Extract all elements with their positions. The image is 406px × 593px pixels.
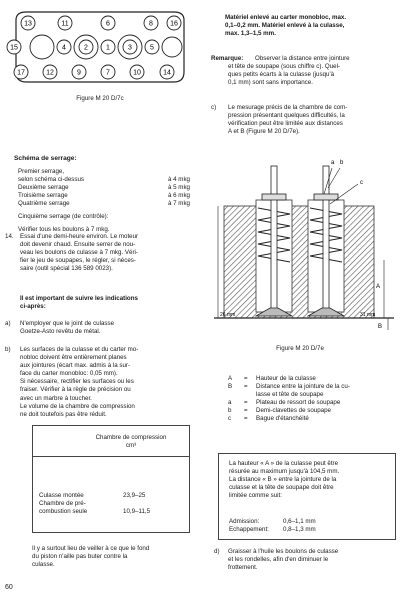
seq-label: Troisième serrage	[18, 192, 68, 200]
bolt-8	[144, 16, 158, 30]
bolt-number: 5	[150, 44, 154, 52]
line: résurée au maximum jusqu'à 104,5 mm.	[229, 468, 340, 476]
line: N'employer que le joint de culasse	[20, 320, 115, 327]
item-b-label: b)	[5, 346, 11, 353]
legend-text: lasse et tête de soupape	[256, 391, 324, 399]
bolt-number: 9	[77, 69, 81, 77]
legend-key: b	[228, 407, 232, 415]
cell: Culasse montée	[39, 492, 84, 499]
line: vérification peut être limitée aux distances	[228, 120, 343, 128]
bolt-1	[101, 40, 115, 54]
bolt-15	[7, 40, 21, 54]
line: veau les boulons de culasse à 7 mkg. Véri-	[20, 249, 138, 257]
bolt-number: 17	[17, 69, 25, 77]
label-A: A	[376, 284, 381, 290]
line: frottement.	[228, 564, 258, 572]
line: Si nécessaire, rectifier les surfaces ou les	[20, 378, 134, 386]
legend-text: Hauteur de la culasse	[256, 375, 316, 382]
legend-eq: =	[244, 415, 248, 423]
legend-text: Demi-clavettes de soupape	[256, 407, 331, 415]
line: limitée comme suit:	[229, 492, 282, 500]
line: 0,1 mm) sont sans importance.	[228, 79, 313, 87]
cell: Chambre de pré-	[39, 500, 86, 508]
legend-eq: =	[244, 407, 248, 415]
bolt-3	[123, 40, 137, 54]
dim-right: 31 mm	[360, 312, 376, 318]
line: nobloc doivent être entièrement planes	[20, 354, 127, 362]
diagram-legend	[228, 375, 398, 424]
item-c-label: c)	[211, 104, 217, 111]
table-row	[39, 492, 185, 500]
bolt-13	[21, 16, 35, 30]
schema-title: Schéma de serrage:	[14, 155, 77, 162]
label-B: B	[378, 324, 383, 330]
label-b: b	[340, 160, 344, 166]
echappement-value: 0,8–1,3 mm	[283, 526, 316, 533]
legend-text: Plateau de ressort de soupape	[256, 399, 341, 407]
cell: 10,9–11,5	[123, 508, 151, 516]
seq-label: Quatrième serrage	[18, 200, 70, 208]
legend-text: Bague d'étanchéité	[256, 415, 309, 423]
important-heading	[20, 295, 138, 311]
legend-key: A	[228, 375, 233, 382]
bolt-number: 7	[106, 69, 110, 77]
line: et tête de soupape (sous chiffre c). Quel-	[228, 63, 341, 70]
bolt-tightening-diagram	[4, 8, 190, 88]
limits-box	[218, 453, 396, 540]
line: Chambre de compression	[95, 434, 167, 441]
legend-eq: =	[244, 399, 248, 407]
item-b-text	[20, 346, 138, 419]
seq-value: à 7 mkg	[167, 200, 190, 208]
dim-left: 26 mm	[220, 312, 236, 318]
bolt-16	[167, 16, 181, 30]
line: et les rondelles, afin d'en diminuer le	[228, 556, 329, 564]
bolt-6	[101, 16, 115, 30]
remarque-first-line	[255, 55, 350, 63]
compression-table	[32, 425, 190, 533]
legend-key: B	[228, 383, 233, 391]
line: Il est important de suivre les indications	[20, 295, 138, 302]
line: 0,1–0,2 mm. Matériel enlevé à la culasse,	[225, 22, 345, 30]
line: Les surfaces de la culasse et du carter mo-	[20, 346, 139, 353]
bolt-12	[43, 65, 57, 79]
remarque-label: Remarque:	[211, 55, 244, 62]
item-a-text	[20, 320, 114, 336]
line: face du carter monobloc: 0,05 mm).	[20, 370, 118, 378]
line: ci-après:	[20, 303, 46, 311]
bolt-number: 13	[24, 20, 32, 28]
line: saire (outil spécial 136 589 0023).	[20, 265, 113, 273]
line: La hauteur « A » de la culasse peut être	[229, 460, 339, 467]
legend-key: a	[228, 399, 232, 407]
seq-value: à 6 mkg	[167, 192, 190, 200]
line: doit devenir chaud. Ensuite serrer de nou-	[20, 241, 136, 249]
line: Essai d'une demi-heure environ. Le moteur	[20, 233, 139, 240]
item-c-text	[228, 104, 347, 136]
line: Il y a surtout lieu de veiller à ce que le fond	[32, 545, 150, 552]
limits-text	[229, 460, 339, 500]
bolt-number: 4	[62, 44, 66, 52]
line: ne doit toutefois pas être réduit.	[20, 410, 107, 418]
line: culasse.	[32, 561, 55, 569]
bolt-number: 15	[10, 44, 18, 52]
admission-row	[229, 518, 316, 526]
bolt-number: 12	[46, 69, 54, 77]
bolt-10	[130, 65, 144, 79]
cell	[123, 500, 185, 508]
line: cm³	[125, 442, 137, 450]
cell: 23,9–25	[123, 492, 146, 499]
label-c: c	[360, 180, 363, 186]
material-removed	[225, 14, 346, 38]
bottom-note	[32, 545, 149, 569]
step-14-number: 14.	[5, 233, 14, 240]
legend-item	[228, 375, 398, 383]
legend-eq: =	[244, 375, 248, 382]
legend-key: c	[228, 415, 232, 423]
bolt-17	[14, 65, 28, 79]
item-d-text	[228, 548, 338, 572]
line: Observer la distance entre jointure	[255, 55, 350, 62]
bolt-number: 3	[128, 44, 132, 52]
remarque-text	[228, 63, 340, 87]
bolt-7	[101, 65, 115, 79]
bolt-number: 6	[106, 20, 110, 28]
line: Goetze-Asto revêtu de métal.	[20, 328, 101, 336]
bolt-number: 11	[61, 20, 69, 28]
figure-caption-7c: Figure M 20 D/7c	[76, 95, 124, 102]
bolt-9	[72, 65, 86, 79]
verify-text: Vérifier tous les boulons à 7 mkg.	[18, 226, 110, 233]
line: Le mesurage précis de la chambre de com-	[228, 104, 348, 111]
bolt-number: 1	[106, 44, 110, 52]
echappement-row	[229, 526, 316, 534]
line: fier le jeu de soupapes, le régler, si néces-	[20, 257, 136, 265]
line: fraiser. Vérifier à la règle de précision ou	[20, 386, 131, 394]
bolt-2	[79, 40, 93, 54]
page-number: 60	[5, 584, 13, 591]
seq-label: selon schéma ci-dessus	[18, 176, 85, 184]
seq-label: Deuxième serrage	[18, 184, 69, 192]
table-row	[39, 508, 185, 516]
bolt-number: 16	[170, 20, 178, 28]
legend-item	[228, 399, 398, 407]
admission-value: 0,6–1,1 mm	[283, 518, 316, 525]
bolt-number: 8	[149, 20, 153, 28]
line: La distance « B » entre la jointure de la	[229, 476, 337, 484]
line: max. 1,3–1,5 mm.	[225, 30, 276, 38]
legend-item	[228, 415, 398, 423]
seq-value: à 5 mkg	[167, 184, 190, 192]
valve-cross-section-diagram	[212, 148, 396, 338]
bolt-number: 10	[133, 69, 141, 77]
table-row	[39, 500, 185, 508]
bolt-5	[145, 40, 159, 54]
echappement-label: Echappement:	[229, 526, 269, 533]
item-d-label: d)	[214, 548, 220, 555]
line: Graisser à l'huile les boulons de culasse	[228, 548, 339, 555]
bolt-number: 14	[163, 69, 171, 77]
legend-item	[228, 383, 398, 399]
line: Matériel enlevé au carter monobloc, max.	[225, 14, 347, 21]
line: culasse et la tête de soupape doit être	[229, 484, 334, 492]
cell: combustion seule	[39, 508, 88, 516]
line: avec un marbre à toucher.	[20, 394, 92, 402]
table-body	[39, 492, 185, 516]
admission-label: Admission:	[229, 518, 260, 525]
line: A et B (Figure M 20 D/7e).	[228, 128, 300, 136]
bolt-14	[160, 65, 174, 79]
legend-item	[228, 407, 398, 415]
bolt-4	[57, 40, 71, 54]
legend-text: Distance entre la jointure de la cu-	[256, 383, 350, 391]
tightening-sequence	[18, 168, 190, 208]
line: Le volume de la chambre de compression	[20, 402, 135, 410]
legend-eq: =	[244, 383, 248, 391]
line: ques petits écarts à la culasse (jusqu'à	[228, 71, 335, 79]
table-divider	[33, 456, 189, 457]
label-a: a	[331, 160, 335, 166]
bolt-number: 2	[84, 44, 88, 52]
seq-value: à 4 mkg	[167, 176, 190, 184]
bolt-11	[58, 16, 72, 30]
figure-caption-7e: Figure M 20 D/7e	[276, 345, 324, 352]
line: aux jointures (écart max. admis à la sur-	[20, 362, 131, 370]
line: pression présentant quelques difficultés, la	[228, 112, 345, 120]
table-header	[73, 434, 189, 450]
seq-label: Premier serrage,	[18, 168, 65, 175]
step-14-text	[20, 233, 192, 273]
item-a-label: a)	[5, 320, 11, 327]
fifth-serrage: Cinquième serrage (de contrôle):	[18, 213, 109, 220]
line: du piston n'aille pas buter contre la	[32, 553, 128, 561]
